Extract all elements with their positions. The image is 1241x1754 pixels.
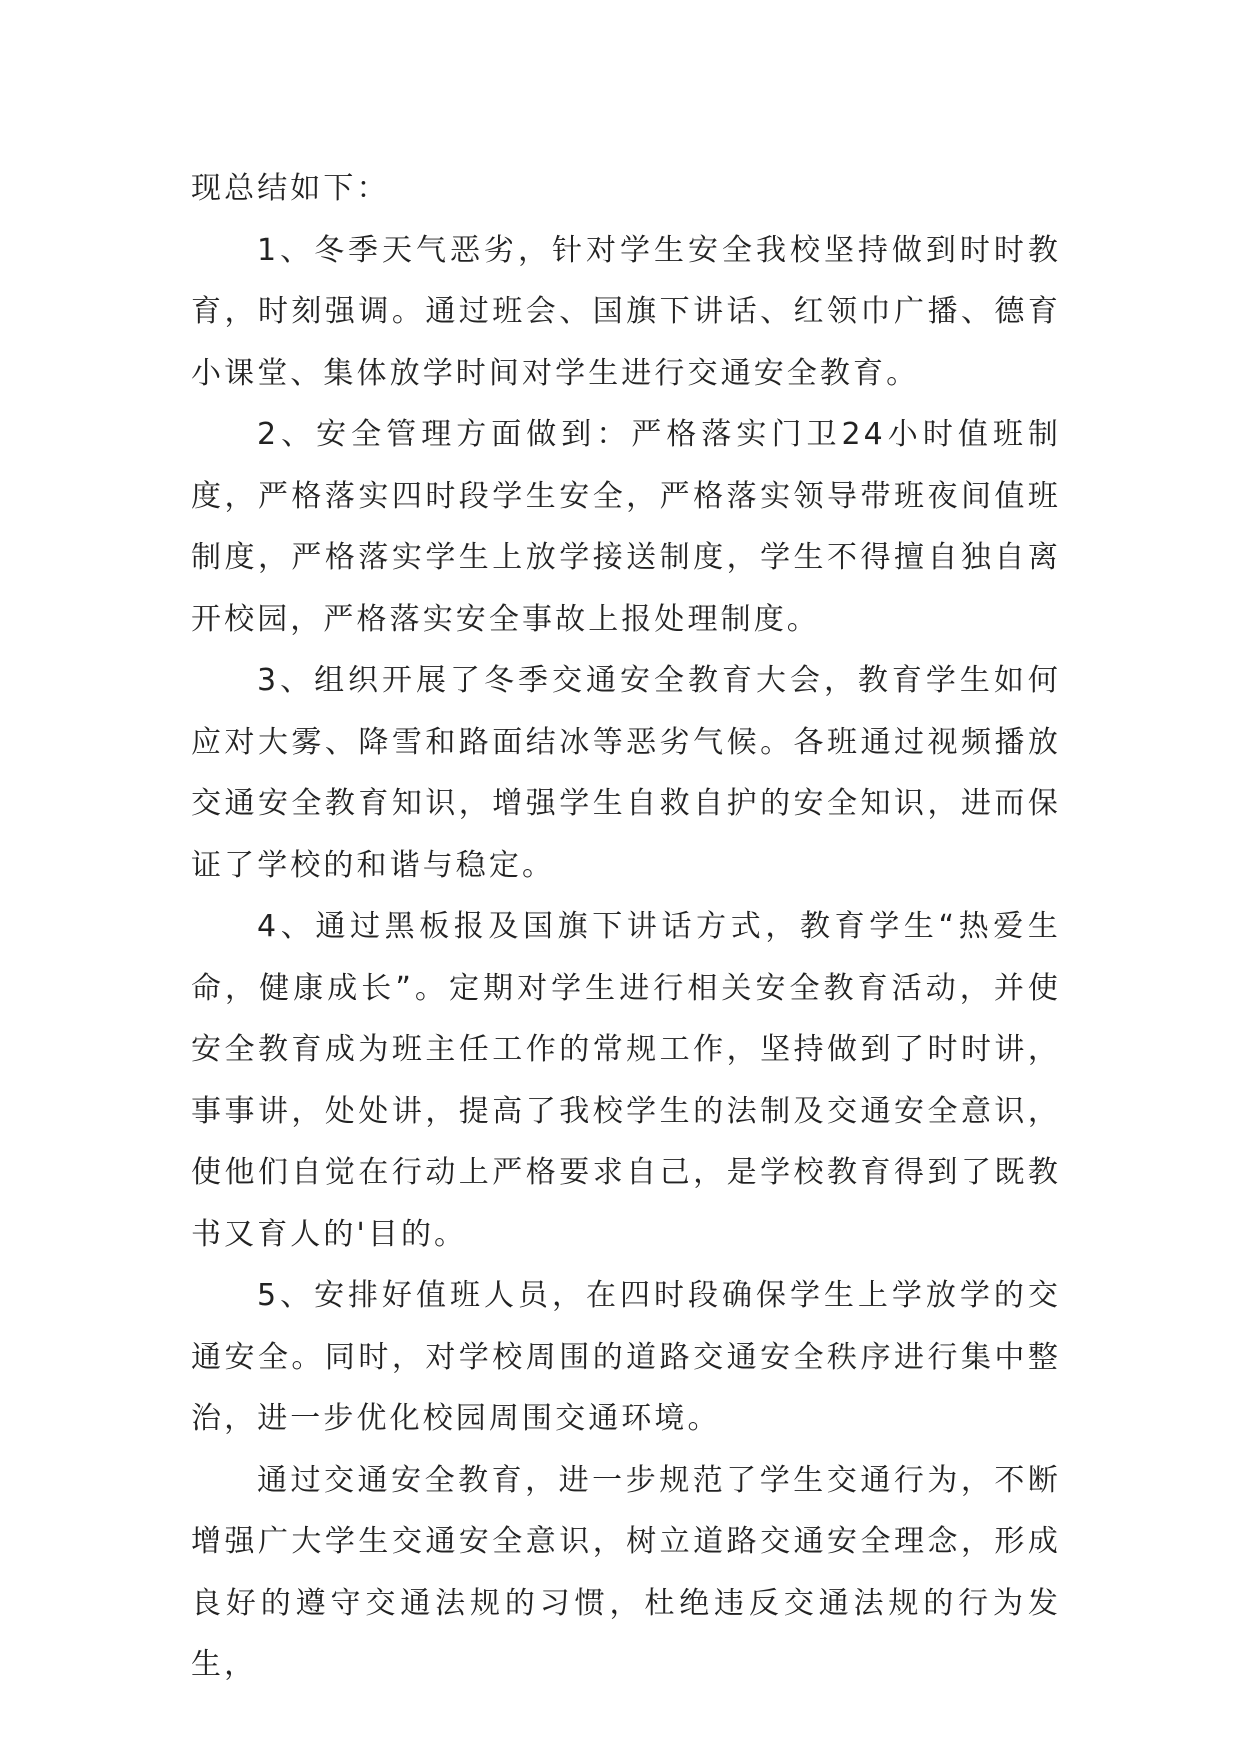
- paragraph-item-2: 2、安全管理方面做到：严格落实门卫24小时值班制度，严格落实四时段学生安全，严格落实领导带班夜间值班制度，严格落实学生上放学接送制度，学生不得擅自独自离开校园，严格落实安全事故上报处理制度。: [191, 417, 1061, 637]
- paragraph-item-1: 1、冬季天气恶劣，针对学生安全我校坚持做到时时教育，时刻强调。通过班会、国旗下讲话、红领巾广播、德育小课堂、集体放学时间对学生进行交通安全教育。: [191, 232, 1061, 391]
- document-body: [191, 158, 1061, 1696]
- paragraph-item-5: 5、安排好值班人员，在四时段确保学生上学放学的交通安全。同时，对学校周围的道路交通安全秩序进行集中整治，进一步优化校园周围交通环境。: [191, 1278, 1061, 1436]
- paragraph-intro: 现总结如下：: [191, 171, 390, 206]
- paragraph-item-4: 4、通过黑板报及国旗下讲话方式，教育学生“热爱生命，健康成长”。定期对学生进行相关安全教育活动，并使安全教育成为班主任工作的常规工作，坚持做到了时时讲，事事讲，处处讲，提高了我校学生的法制及交通安全意识，使他们自觉在行动上严格要求自己，是学校教育得到了既教书又育人的'目的。: [191, 909, 1061, 1252]
- paragraph-item-3: 3、组织开展了冬季交通安全教育大会，教育学生如何应对大雾、降雪和路面结冰等恶劣气候。各班通过视频播放交通安全教育知识，增强学生自救自护的安全知识，进而保证了学校的和谐与稳定。: [191, 663, 1061, 883]
- paragraph-conclusion: 通过交通安全教育，进一步规范了学生交通行为，不断增强广大学生交通安全意识，树立道路交通安全理念，形成良好的遵守交通法规的习惯，杜绝违反交通法规的行为发生，: [191, 1462, 1061, 1682]
